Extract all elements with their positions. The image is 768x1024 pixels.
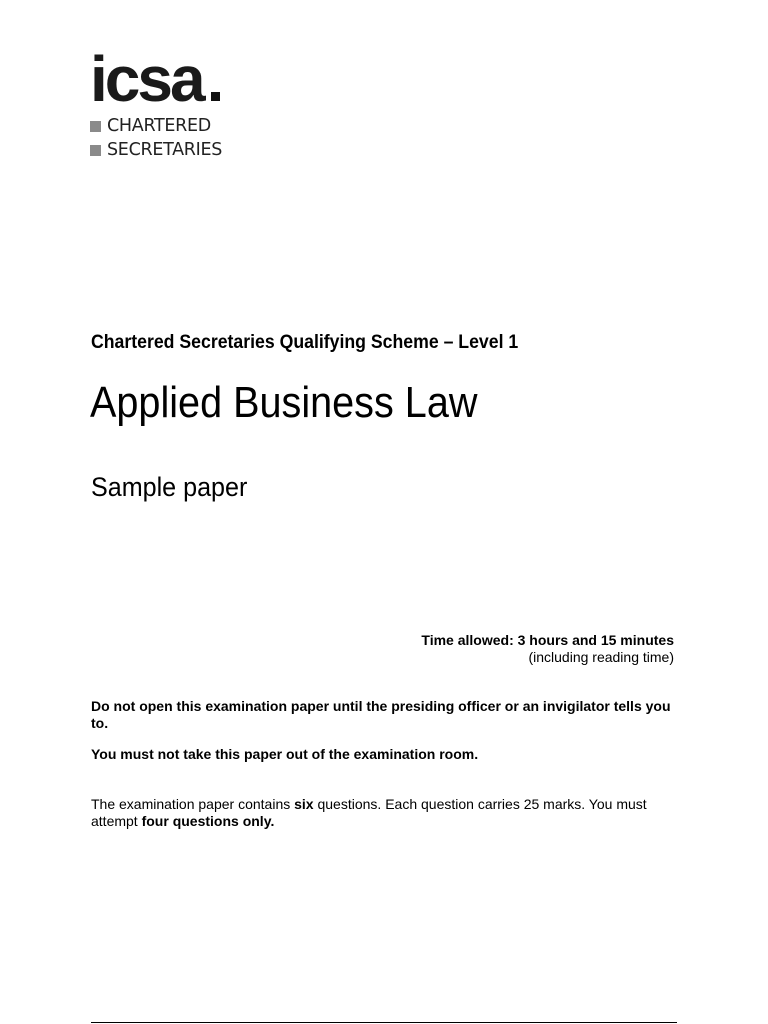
page-subtitle: Sample paper [91,472,248,502]
time-note: (including reading time) [528,649,674,665]
contents-text-pre: The examination paper contains [91,796,295,812]
open-warning: Do not open this examination paper until the presiding officer or an invigilator tells you to. [91,698,671,731]
paper-contents-instruction [91,796,681,830]
footer-divider [91,1022,677,1023]
contents-six: six [294,796,314,812]
logo-text-chartered: CHARTERED [107,116,211,136]
room-warning: You must not take this paper out of the examination room. [91,746,479,762]
logo-line-chartered [90,116,211,136]
logo-square-icon [90,145,101,156]
contents-four: four questions only. [141,813,275,829]
icsa-logo [90,43,230,165]
logo-line-secretaries [90,140,222,160]
logo-square-icon [90,121,101,132]
scheme-heading: Chartered Secretaries Qualifying Scheme – Level 1 [91,332,519,353]
time-allowed: Time allowed: 3 hours and 15 minutes [421,632,674,648]
page-title: Applied Business Law [90,378,478,427]
time-allowed-block [421,632,674,666]
contents-text-mid: questions. Each question carries 25 marks. You must attempt [91,796,647,829]
logo-text-secretaries: SECRETARIES [107,140,223,160]
logo-dot [211,92,220,101]
logo-wordmark: icsa [90,43,203,115]
